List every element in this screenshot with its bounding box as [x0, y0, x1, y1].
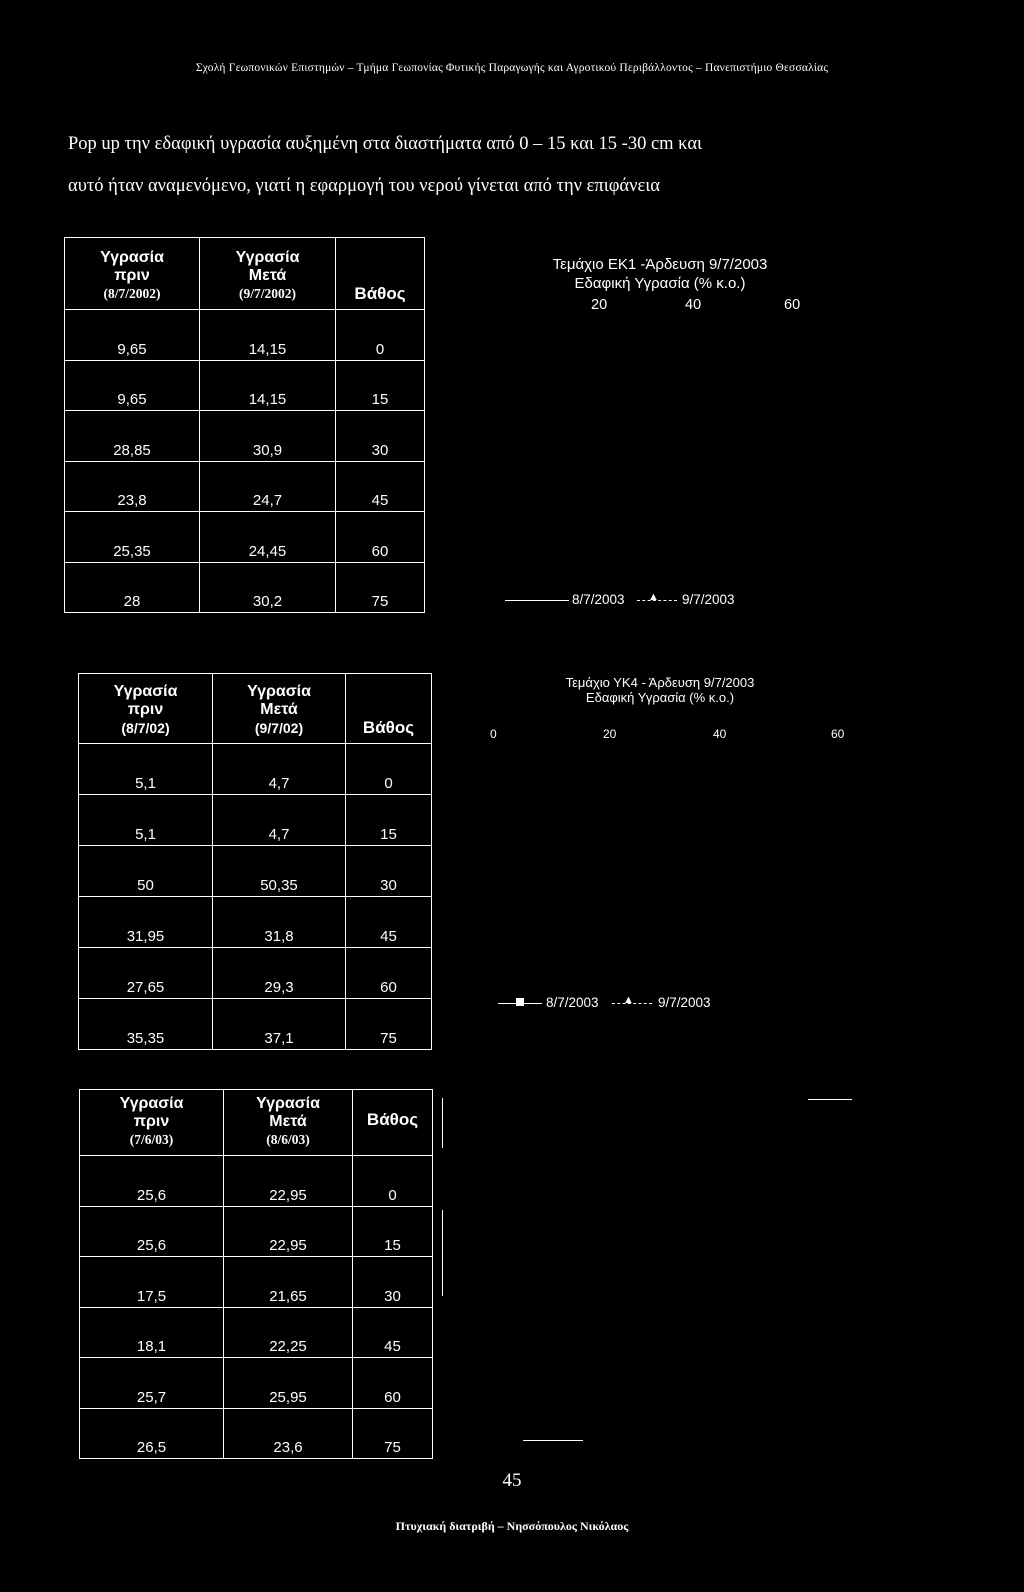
depth-value: 30: [353, 1257, 433, 1308]
table-row: [79, 795, 432, 846]
table-row: [65, 461, 425, 512]
table-row: [79, 744, 432, 795]
moisture-table-3: [79, 1089, 433, 1459]
before-value: 25,7: [80, 1358, 224, 1409]
chart2-title-line2: Εδαφική Υγρασία (% κ.ο.): [585, 690, 735, 705]
before-value: 17,5: [80, 1257, 224, 1308]
chart3-frame-line: [442, 1210, 443, 1296]
after-value: 30,9: [200, 411, 336, 462]
header-before-line2: πριν: [133, 1113, 170, 1130]
depth-value: 15: [336, 360, 425, 411]
before-value: 9,65: [65, 310, 200, 361]
chart2-tick-40: 40: [713, 727, 727, 741]
after-value: 4,7: [213, 795, 346, 846]
after-value: 22,95: [224, 1156, 353, 1207]
before-value: 5,1: [79, 744, 213, 795]
moisture-table-2: [78, 673, 432, 1050]
chart2-legend-2: 9/7/2003: [658, 995, 711, 1010]
chart1-legend-1: 8/7/2003: [572, 592, 625, 607]
header-before-line1: Υγρασία: [100, 249, 164, 266]
depth-value: 45: [346, 897, 432, 948]
before-value: 23,8: [65, 461, 200, 512]
before-value: 50: [79, 846, 213, 897]
header-after-date: (9/7/2002): [239, 286, 296, 301]
table-row: [79, 999, 432, 1050]
depth-value: 60: [346, 948, 432, 999]
header-before: [80, 1090, 224, 1156]
table-row: [65, 512, 425, 563]
chart3-legend-line: [808, 1099, 852, 1100]
header-before-line2: πριν: [114, 267, 150, 284]
chart3-frame-line: [442, 1098, 443, 1148]
depth-value: 60: [336, 512, 425, 563]
after-value: 4,7: [213, 744, 346, 795]
header-after-line1: Υγρασία: [256, 1095, 320, 1112]
header-after: [224, 1090, 353, 1156]
table-row: [65, 411, 425, 462]
before-value: 25,6: [80, 1156, 224, 1207]
chart2-title: [515, 675, 805, 705]
intro-line-2: αυτό ήταν αναμενόμενο, γιατί η εφαρμογή του νερού γίνεται από την επιφάνεια: [68, 176, 660, 196]
table-row: [80, 1408, 433, 1459]
after-value: 23,6: [224, 1408, 353, 1459]
chart2-tick-60: 60: [831, 727, 845, 741]
header-before-date: (8/7/2002): [103, 286, 161, 301]
chart2-tick-0: 0: [490, 727, 497, 741]
table-row: [79, 846, 432, 897]
after-value: 22,95: [224, 1206, 353, 1257]
chart3-legend-line: [523, 1440, 583, 1441]
chart2-legend-1: 8/7/2003: [546, 995, 599, 1010]
page-header: Σχολή Γεωπονικών Επιστημών – Τμήμα Γεωπονίας Φυτικής Παραγωγής και Αγροτικού Περιβάλλοντος – Πανεπιστήμιο Θεσσαλίας: [195, 62, 829, 74]
after-value: 29,3: [213, 948, 346, 999]
header-after-line2: Μετά: [248, 267, 287, 284]
after-value: 21,65: [224, 1257, 353, 1308]
depth-value: 75: [353, 1408, 433, 1459]
triangle-marker-icon: ▲: [623, 994, 634, 1006]
before-value: 5,1: [79, 795, 213, 846]
before-value: 18,1: [80, 1307, 224, 1358]
before-value: 27,65: [79, 948, 213, 999]
chart1-title-line2: Εδαφική Υγρασία (% κ.ο.): [574, 275, 746, 292]
legend-solid-line: [505, 600, 569, 601]
chart1-title-line1: Τεμάχιο ΕΚ1 -Άρδευση 9/7/2003: [552, 256, 768, 273]
header-after-line1: Υγρασία: [235, 249, 300, 266]
before-value: 28,85: [65, 411, 200, 462]
chart1-legend: [505, 592, 805, 612]
header-after-line2: Μετά: [260, 701, 298, 718]
depth-value: 15: [346, 795, 432, 846]
before-value: 26,5: [80, 1408, 224, 1459]
before-value: 35,35: [79, 999, 213, 1050]
after-value: 14,15: [200, 360, 336, 411]
table-row: [80, 1257, 433, 1308]
after-value: 24,45: [200, 512, 336, 563]
chart2-title-line1: Τεμάχιο ΥΚ4 - Άρδευση 9/7/2003: [565, 675, 755, 690]
header-depth: Βάθος: [353, 1090, 433, 1156]
after-value: 22,25: [224, 1307, 353, 1358]
header-after: [200, 238, 336, 310]
after-value: 14,15: [200, 310, 336, 361]
header-depth: Βάθος: [336, 238, 425, 310]
table-row: [80, 1307, 433, 1358]
page-number: 45: [502, 1470, 522, 1491]
table-row: [80, 1358, 433, 1409]
intro-line-1: Pop up την εδαφική υγρασία αυξημένη στα διαστήματα από 0 – 15 και 15 -30 cm και: [68, 134, 703, 154]
header-before-date: (8/7/02): [121, 720, 170, 736]
header-before-date: (7/6/03): [129, 1132, 174, 1147]
table-row: [80, 1156, 433, 1207]
table-row: [79, 948, 432, 999]
depth-value: 60: [353, 1358, 433, 1409]
chart2-tick-20: 20: [603, 727, 617, 741]
before-value: 25,35: [65, 512, 200, 563]
depth-value: 30: [346, 846, 432, 897]
header-after-line1: Υγρασία: [247, 683, 311, 700]
chart1-tick-20: 20: [591, 297, 608, 313]
depth-value: 0: [353, 1156, 433, 1207]
depth-value: 0: [346, 744, 432, 795]
depth-value: 0: [336, 310, 425, 361]
header-before-line1: Υγρασία: [113, 683, 178, 700]
table-row: [65, 562, 425, 613]
header-after-date: (8/6/03): [266, 1132, 310, 1147]
header-before-line1: Υγρασία: [119, 1095, 184, 1112]
chart1-tick-40: 40: [685, 297, 702, 313]
depth-value: 45: [353, 1307, 433, 1358]
after-value: 25,95: [224, 1358, 353, 1409]
header-after-line2: Μετά: [269, 1113, 307, 1130]
after-value: 50,35: [213, 846, 346, 897]
depth-value: 15: [353, 1206, 433, 1257]
moisture-table-1: [64, 237, 425, 613]
square-marker-icon: [516, 998, 524, 1006]
after-value: 24,7: [200, 461, 336, 512]
triangle-marker-icon: ▲: [648, 591, 659, 603]
after-value: 31,8: [213, 897, 346, 948]
header-after-date: (9/7/02): [254, 720, 304, 736]
header-before-line2: πριν: [127, 701, 164, 718]
before-value: 25,6: [80, 1206, 224, 1257]
table-row: [79, 897, 432, 948]
depth-value: 45: [336, 461, 425, 512]
depth-value: 75: [346, 999, 432, 1050]
page-footer: Πτυχιακή διατριβή – Νησσόπουλος Νικόλαος: [395, 1519, 629, 1533]
table-row: [80, 1206, 433, 1257]
chart1-tick-60: 60: [784, 297, 801, 313]
depth-value: 30: [336, 411, 425, 462]
chart2-legend: [498, 995, 778, 1015]
header-after: [213, 674, 346, 744]
table-row: [65, 310, 425, 361]
header-before: [65, 238, 200, 310]
chart1-title: [530, 255, 790, 293]
before-value: 28: [65, 562, 200, 613]
chart1-legend-2: 9/7/2003: [682, 592, 735, 607]
after-value: 37,1: [213, 999, 346, 1050]
depth-value: 75: [336, 562, 425, 613]
header-depth: Βάθος: [346, 674, 432, 744]
before-value: 31,95: [79, 897, 213, 948]
after-value: 30,2: [200, 562, 336, 613]
before-value: 9,65: [65, 360, 200, 411]
header-before: [79, 674, 213, 744]
table-row: [65, 360, 425, 411]
